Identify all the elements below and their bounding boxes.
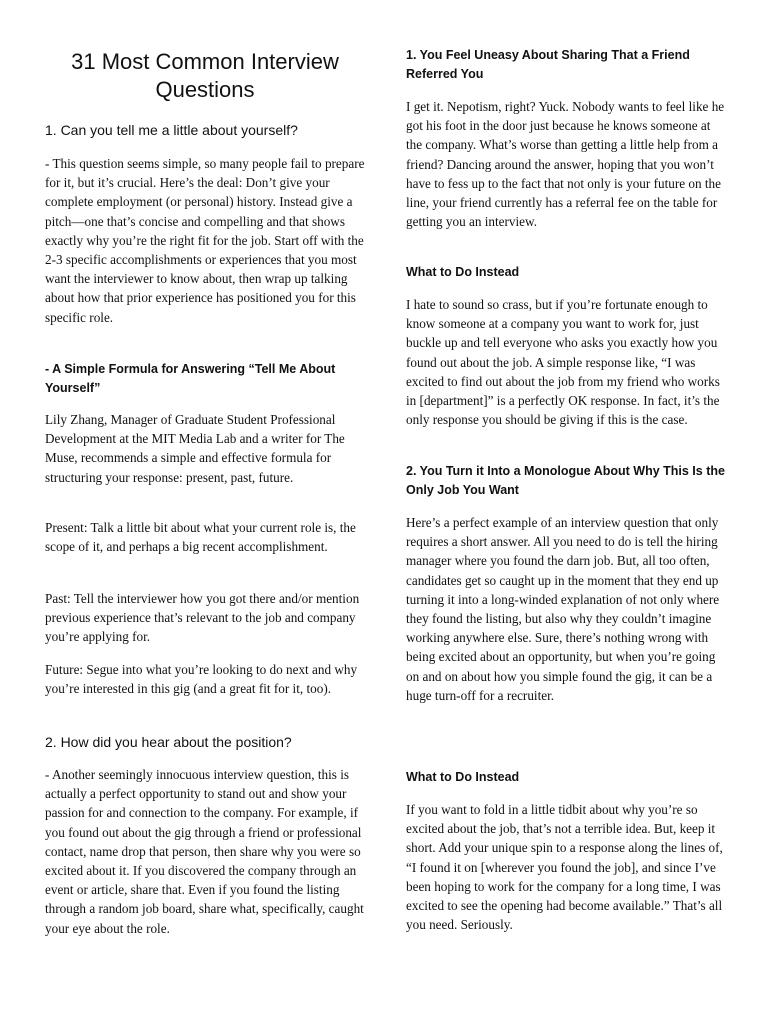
question-2-heading: 2. How did you hear about the position? [45,734,292,750]
past-paragraph: Past: Tell the interviewer how you got there and/or mention previous experience that’s relevant to the job and company you’re applying for. [45,591,360,645]
what-to-do-instead-heading-2: What to Do Instead [406,770,520,784]
formula-heading: - A Simple Formula for Answering “Tell Me About Yourself” [45,362,336,395]
page-title: 31 Most Common Interview Questions [71,49,339,102]
mistake-1-heading: 1. You Feel Uneasy About Sharing That a Friend Referred You [406,48,690,81]
question-1-intro: - This question seems simple, so many people fail to prepare for it, but it’s crucial. Here’s the deal: Don’t give your complete employment (or personal) history. Instead give a pitch—one that’s concise and compelling and that shows exactly why you’re the right fit for the job. Start off with the 2-3 specific accomplishments or experiences that you most want the interviewer to know about, then wrap up talking about how that prior experience has positioned you for this specific role. [45,156,365,325]
mistake-1-paragraph: I get it. Nepotism, right? Yuck. Nobody wants to feel like he got his foot in the door just because he knows someone at the company. What’s worse than getting a little help from a friend? Dancing around the answer, hoping that you won’t have to fess up to the fact that not only is your future on the line, your friend currently has a referral fee on the table for getting you an interview. [406,99,725,230]
what-to-do-instead-paragraph-2: If you want to fold in a little tidbit about why you’re so excited about the job, that’s not a terrible idea. But, keep it short. Add your unique spin to a response along the lines of, “I found it on [wherever you found the job], and since I’ve been hoping to work for the company for a long time, I was excited to see the opening had become available.” That’s all you need. Seriously. [406,802,723,933]
mistake-2-paragraph: Here’s a perfect example of an interview question that only requires a short answer. All you need to do is tell the hiring manager where you found the darn job. But, all too often, candidates get so caught up in the moment that they end up turning it into a long-winded explanation of not only where they found the listing, but also why they couldn’t imagine working anywhere else. Sure, there’s nothing wrong with being excited about an opportunity, but when you’re going on and on about how you simple found the gig, it can be a huge turn-off for a recruiter. [406,515,720,703]
mistake-2-heading: 2. You Turn it Into a Monologue About Why This Is the Only Job You Want [406,464,725,497]
what-to-do-instead-heading-1: What to Do Instead [406,265,520,279]
left-column [45,0,365,936]
question-1-heading: 1. Can you tell me a little about yourself? [45,122,298,138]
present-paragraph: Present: Talk a little bit about what your current role is, the scope of it, and perhaps a big recent accomplishment. [45,520,356,555]
what-to-do-instead-paragraph-1: I hate to sound so crass, but if you’re fortunate enough to know someone at a company you want to work for, just buckle up and tell everyone who asks you exactly how you found out about the job. A simple response like, “I was excited to find out about the job from my friend who works in [department]” is a perfectly OK response. In fact, it’s the only response you should be giving if this is the case. [406,297,720,428]
future-paragraph: Future: Segue into what you’re looking to do next and why you’re interested in this gig (and a great fit for it, too). [45,662,358,697]
formula-paragraph: Lily Zhang, Manager of Graduate Student Professional Development at the MIT Media Lab and a writer for The Muse, recommends a simple and effective formula for structuring your response: present, past, future. [45,412,345,485]
question-2-paragraph: - Another seemingly innocuous interview question, this is actually a perfect opportunity to stand out and show your passion for and connection to the company. For example, if you found out about the gig through a friend or professional contact, name drop that person, then share why you were so excited about it. If you discovered the company through an event or article, share that. Even if you found the listing through a random job board, share what, specifically, caught your eye about the role. [45,767,364,936]
